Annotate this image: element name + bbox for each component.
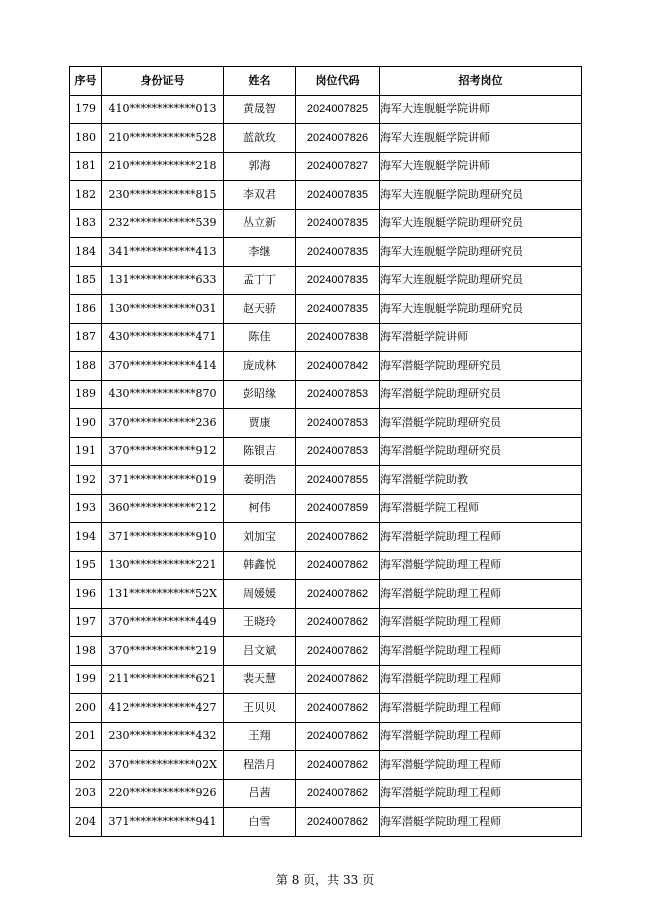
header-position-code: 岗位代码	[296, 67, 380, 96]
cell-name: 丛立新	[224, 209, 296, 238]
cell-position-code: 2024007862	[296, 637, 380, 666]
cell-id-number: 360************212	[102, 494, 224, 523]
cell-position: 海军潜艇学院助理研究员	[380, 409, 582, 438]
cell-position: 海军潜艇学院助教	[380, 466, 582, 495]
cell-seq: 180	[70, 124, 102, 153]
cell-position-code: 2024007862	[296, 608, 380, 637]
cell-id-number: 130************221	[102, 551, 224, 580]
cell-id-number: 220************926	[102, 779, 224, 808]
cell-id-number: 370************219	[102, 637, 224, 666]
cell-position: 海军大连舰艇学院讲师	[380, 152, 582, 181]
cell-position-code: 2024007827	[296, 152, 380, 181]
cell-name: 贾康	[224, 409, 296, 438]
cell-position: 海军潜艇学院助理工程师	[380, 808, 582, 837]
cell-seq: 182	[70, 181, 102, 210]
table-row	[70, 266, 582, 295]
table-row	[70, 437, 582, 466]
cell-seq: 190	[70, 409, 102, 438]
cell-position: 海军潜艇学院助理研究员	[380, 352, 582, 381]
header-seq: 序号	[70, 67, 102, 96]
cell-position-code: 2024007859	[296, 494, 380, 523]
table-row	[70, 580, 582, 609]
table-body	[70, 95, 582, 836]
cell-name: 庞成林	[224, 352, 296, 381]
header-name: 姓名	[224, 67, 296, 96]
cell-position-code: 2024007862	[296, 665, 380, 694]
cell-position: 海军潜艇学院助理工程师	[380, 665, 582, 694]
cell-position: 海军潜艇学院讲师	[380, 323, 582, 352]
cell-name: 王晓玲	[224, 608, 296, 637]
cell-position-code: 2024007862	[296, 551, 380, 580]
cell-position: 海军大连舰艇学院讲师	[380, 95, 582, 124]
cell-id-number: 131************52X	[102, 580, 224, 609]
table-row	[70, 779, 582, 808]
table-row	[70, 295, 582, 324]
cell-position-code: 2024007835	[296, 295, 380, 324]
table-row	[70, 665, 582, 694]
cell-seq: 194	[70, 523, 102, 552]
cell-seq: 197	[70, 608, 102, 637]
cell-position-code: 2024007862	[296, 694, 380, 723]
cell-name: 姜明浩	[224, 466, 296, 495]
table-row	[70, 751, 582, 780]
cell-position: 海军大连舰艇学院助理研究员	[380, 209, 582, 238]
cell-position-code: 2024007838	[296, 323, 380, 352]
cell-id-number: 130************031	[102, 295, 224, 324]
header-position: 招考岗位	[380, 67, 582, 96]
cell-seq: 199	[70, 665, 102, 694]
cell-position-code: 2024007835	[296, 181, 380, 210]
cell-position-code: 2024007862	[296, 523, 380, 552]
cell-position: 海军潜艇学院助理工程师	[380, 608, 582, 637]
table-row	[70, 551, 582, 580]
cell-seq: 193	[70, 494, 102, 523]
cell-id-number: 430************471	[102, 323, 224, 352]
table-row	[70, 124, 582, 153]
cell-id-number: 341************413	[102, 238, 224, 267]
page-number-footer: 第 8 页，共 33 页	[275, 873, 375, 887]
cell-seq: 198	[70, 637, 102, 666]
table-row	[70, 409, 582, 438]
cell-name: 韩鑫悦	[224, 551, 296, 580]
table-row	[70, 209, 582, 238]
table-header	[70, 67, 582, 96]
cell-name: 李继	[224, 238, 296, 267]
cell-position-code: 2024007853	[296, 409, 380, 438]
cell-name: 柯伟	[224, 494, 296, 523]
cell-seq: 200	[70, 694, 102, 723]
cell-name: 赵天骄	[224, 295, 296, 324]
cell-id-number: 371************910	[102, 523, 224, 552]
cell-position-code: 2024007853	[296, 437, 380, 466]
cell-id-number: 371************941	[102, 808, 224, 837]
cell-position-code: 2024007862	[296, 779, 380, 808]
cell-position-code: 2024007862	[296, 722, 380, 751]
cell-seq: 192	[70, 466, 102, 495]
cell-position-code: 2024007835	[296, 238, 380, 267]
cell-name: 吕文斌	[224, 637, 296, 666]
cell-position: 海军潜艇学院助理研究员	[380, 380, 582, 409]
cell-position: 海军潜艇学院助理工程师	[380, 580, 582, 609]
cell-position-code: 2024007835	[296, 266, 380, 295]
cell-seq: 201	[70, 722, 102, 751]
cell-seq: 203	[70, 779, 102, 808]
candidate-table	[69, 66, 582, 837]
cell-id-number: 430************870	[102, 380, 224, 409]
cell-position: 海军潜艇学院助理工程师	[380, 779, 582, 808]
cell-position: 海军潜艇学院助理工程师	[380, 751, 582, 780]
cell-seq: 183	[70, 209, 102, 238]
cell-id-number: 230************815	[102, 181, 224, 210]
cell-position: 海军潜艇学院助理工程师	[380, 551, 582, 580]
cell-seq: 179	[70, 95, 102, 124]
cell-position-code: 2024007835	[296, 209, 380, 238]
cell-seq: 181	[70, 152, 102, 181]
cell-position-code: 2024007862	[296, 808, 380, 837]
cell-name: 刘加宝	[224, 523, 296, 552]
table-row	[70, 722, 582, 751]
cell-id-number: 131************633	[102, 266, 224, 295]
cell-id-number: 371************019	[102, 466, 224, 495]
cell-name: 郭海	[224, 152, 296, 181]
cell-name: 陈银吉	[224, 437, 296, 466]
table-row	[70, 238, 582, 267]
cell-position: 海军潜艇学院助理工程师	[380, 637, 582, 666]
cell-name: 蓝歆玫	[224, 124, 296, 153]
cell-name: 裴天慧	[224, 665, 296, 694]
cell-name: 李双君	[224, 181, 296, 210]
table-row	[70, 523, 582, 552]
header-row	[70, 67, 582, 96]
cell-name: 程浩月	[224, 751, 296, 780]
cell-seq: 196	[70, 580, 102, 609]
cell-id-number: 210************528	[102, 124, 224, 153]
cell-name: 吕茜	[224, 779, 296, 808]
cell-id-number: 370************449	[102, 608, 224, 637]
cell-seq: 189	[70, 380, 102, 409]
table-row	[70, 95, 582, 124]
cell-position-code: 2024007862	[296, 751, 380, 780]
cell-position-code: 2024007826	[296, 124, 380, 153]
cell-id-number: 370************414	[102, 352, 224, 381]
cell-name: 彭昭缘	[224, 380, 296, 409]
cell-position-code: 2024007855	[296, 466, 380, 495]
table-row	[70, 808, 582, 837]
cell-id-number: 370************02X	[102, 751, 224, 780]
cell-seq: 187	[70, 323, 102, 352]
table-row	[70, 380, 582, 409]
table-row	[70, 323, 582, 352]
cell-position: 海军潜艇学院助理研究员	[380, 437, 582, 466]
cell-seq: 195	[70, 551, 102, 580]
cell-seq: 184	[70, 238, 102, 267]
cell-name: 陈佳	[224, 323, 296, 352]
cell-name: 王贝贝	[224, 694, 296, 723]
cell-id-number: 230************432	[102, 722, 224, 751]
cell-seq: 186	[70, 295, 102, 324]
cell-seq: 204	[70, 808, 102, 837]
cell-seq: 191	[70, 437, 102, 466]
cell-position-code: 2024007853	[296, 380, 380, 409]
cell-seq: 202	[70, 751, 102, 780]
cell-id-number: 370************236	[102, 409, 224, 438]
cell-name: 白雪	[224, 808, 296, 837]
cell-position: 海军大连舰艇学院助理研究员	[380, 238, 582, 267]
cell-position-code: 2024007862	[296, 580, 380, 609]
cell-id-number: 412************427	[102, 694, 224, 723]
table-row	[70, 494, 582, 523]
cell-position-code: 2024007825	[296, 95, 380, 124]
cell-position: 海军潜艇学院助理工程师	[380, 694, 582, 723]
table-row	[70, 152, 582, 181]
cell-name: 孟丁丁	[224, 266, 296, 295]
cell-id-number: 210************218	[102, 152, 224, 181]
table-row	[70, 352, 582, 381]
cell-position: 海军大连舰艇学院助理研究员	[380, 266, 582, 295]
cell-position: 海军潜艇学院助理工程师	[380, 722, 582, 751]
cell-id-number: 410************013	[102, 95, 224, 124]
cell-position: 海军大连舰艇学院助理研究员	[380, 295, 582, 324]
cell-position: 海军潜艇学院工程师	[380, 494, 582, 523]
cell-seq: 185	[70, 266, 102, 295]
cell-id-number: 370************912	[102, 437, 224, 466]
cell-id-number: 211************621	[102, 665, 224, 694]
cell-position-code: 2024007842	[296, 352, 380, 381]
cell-name: 王翔	[224, 722, 296, 751]
cell-seq: 188	[70, 352, 102, 381]
cell-position: 海军大连舰艇学院助理研究员	[380, 181, 582, 210]
table-row	[70, 694, 582, 723]
table-row	[70, 466, 582, 495]
cell-position: 海军潜艇学院助理工程师	[380, 523, 582, 552]
header-id-number: 身份证号	[102, 67, 224, 96]
cell-id-number: 232************539	[102, 209, 224, 238]
cell-position: 海军大连舰艇学院讲师	[380, 124, 582, 153]
cell-name: 黄晟智	[224, 95, 296, 124]
table-row	[70, 608, 582, 637]
table-row	[70, 637, 582, 666]
table-row	[70, 181, 582, 210]
cell-name: 周媛媛	[224, 580, 296, 609]
